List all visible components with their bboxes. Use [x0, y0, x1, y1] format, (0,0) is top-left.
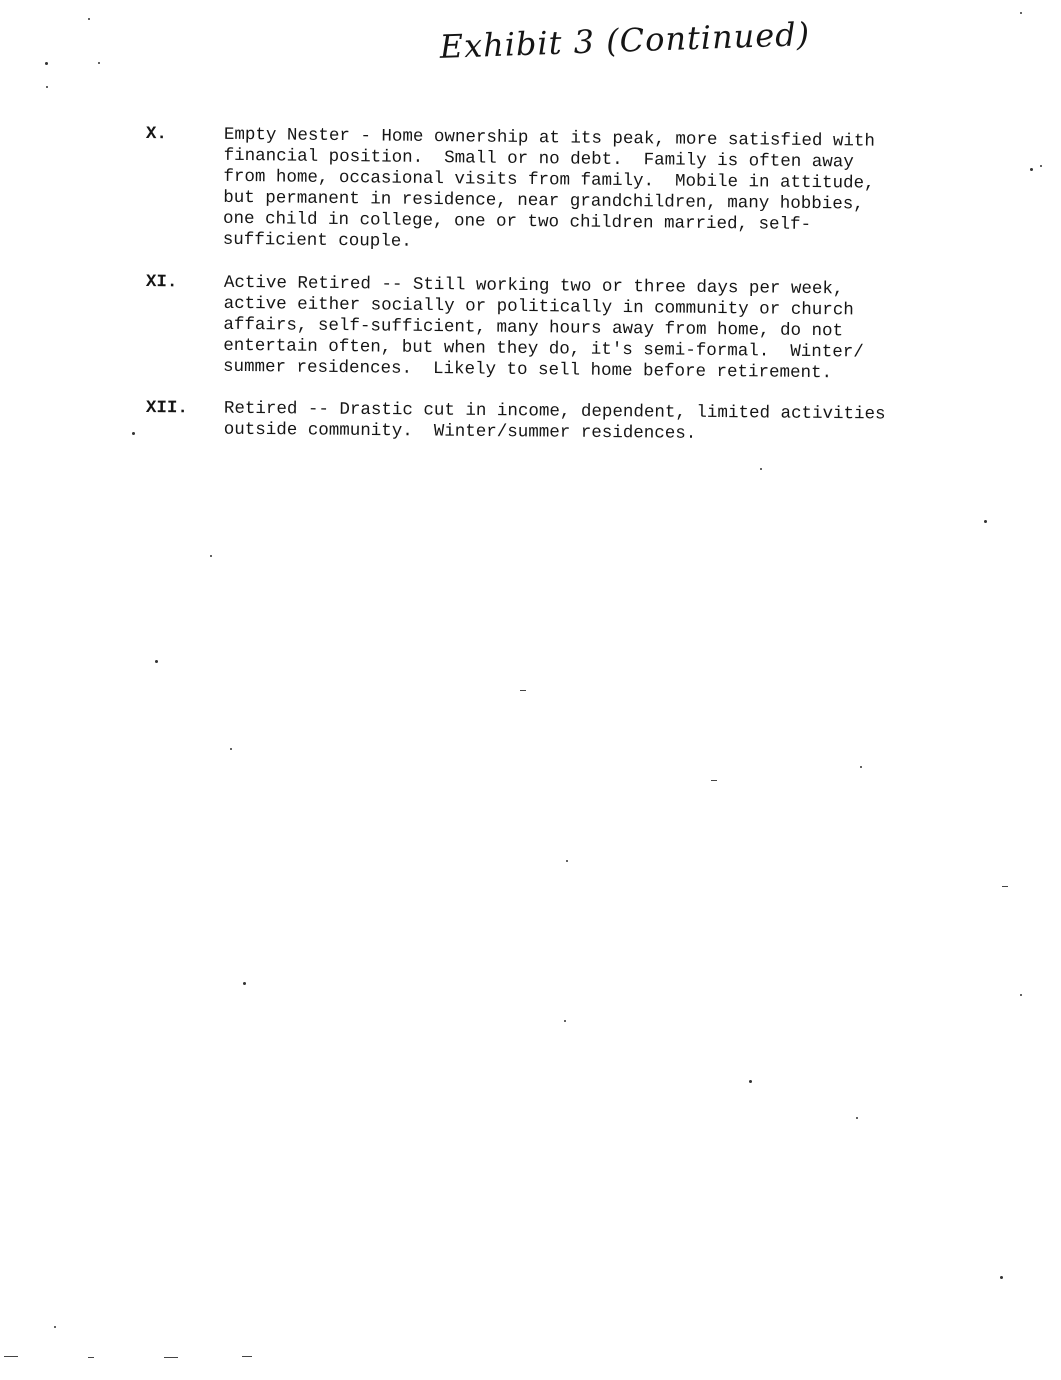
entry-text [223, 273, 924, 385]
scan-speck [45, 62, 48, 65]
scan-mark [520, 690, 526, 691]
scan-mark [88, 1357, 94, 1358]
scan-speck [46, 86, 48, 88]
text-line: summer residences. Likely to sell home before retirement. [222, 356, 833, 384]
scan-speck [1040, 165, 1042, 167]
scan-speck [98, 62, 100, 64]
text-line: Empty Nester - Home ownership at its peak, more satisfied with [223, 124, 876, 152]
scan-speck [1000, 1276, 1003, 1279]
scan-mark [711, 780, 717, 781]
scan-speck [856, 1117, 858, 1119]
scan-mark [1002, 886, 1008, 887]
scan-speck [243, 982, 246, 985]
list-item [145, 272, 926, 384]
text-line: one child in college, one or two children married, self- [222, 208, 812, 235]
text-line: Retired -- Drastic cut in income, dependent, limited activities [223, 398, 886, 425]
list-item [145, 398, 926, 444]
scan-speck [860, 766, 862, 768]
entry-text [224, 399, 924, 447]
scan-speck [984, 520, 987, 523]
scan-speck [132, 432, 135, 435]
scan-speck [210, 555, 212, 557]
page-title: Exhibit 3 (Continued) [439, 15, 811, 66]
scan-mark [164, 1357, 178, 1358]
text-line: entertain often, but when they do, it's semi-formal. Winter/ [223, 335, 864, 363]
scan-speck [566, 860, 568, 862]
text-line: affairs, self-sufficient, many hours away from home, do not [223, 314, 844, 342]
scan-mark [4, 1356, 18, 1357]
scan-speck [88, 18, 90, 20]
scan-speck [1020, 12, 1022, 14]
scan-speck [749, 1080, 752, 1083]
entry-numeral: XI. [145, 272, 178, 293]
text-line: active either socially or politically in community or church [223, 293, 854, 321]
scan-speck [1030, 168, 1033, 171]
list-item [145, 124, 926, 252]
text-line: financial position. Small or no debt. Family is often away [223, 145, 854, 173]
scan-mark [242, 1356, 252, 1357]
entry-numeral: X. [145, 124, 168, 145]
scan-speck [1020, 994, 1022, 996]
text-line: outside community. Winter/summer residences. [223, 419, 697, 444]
text-line: Active Retired -- Still working two or three days per week, [223, 272, 844, 300]
scan-speck [230, 748, 232, 750]
scan-speck [564, 1020, 566, 1022]
scan-speck [155, 660, 158, 663]
text-line: but permanent in residence, near grandchildren, many hobbies, [223, 187, 864, 215]
scan-speck [760, 468, 762, 470]
scan-speck [54, 1326, 56, 1328]
entry-text [223, 125, 924, 258]
entry-numeral: XII. [145, 398, 189, 419]
text-line: from home, occasional visits from family. Mobile in attitude, [223, 166, 875, 194]
text-line: sufficient couple. [222, 229, 412, 252]
